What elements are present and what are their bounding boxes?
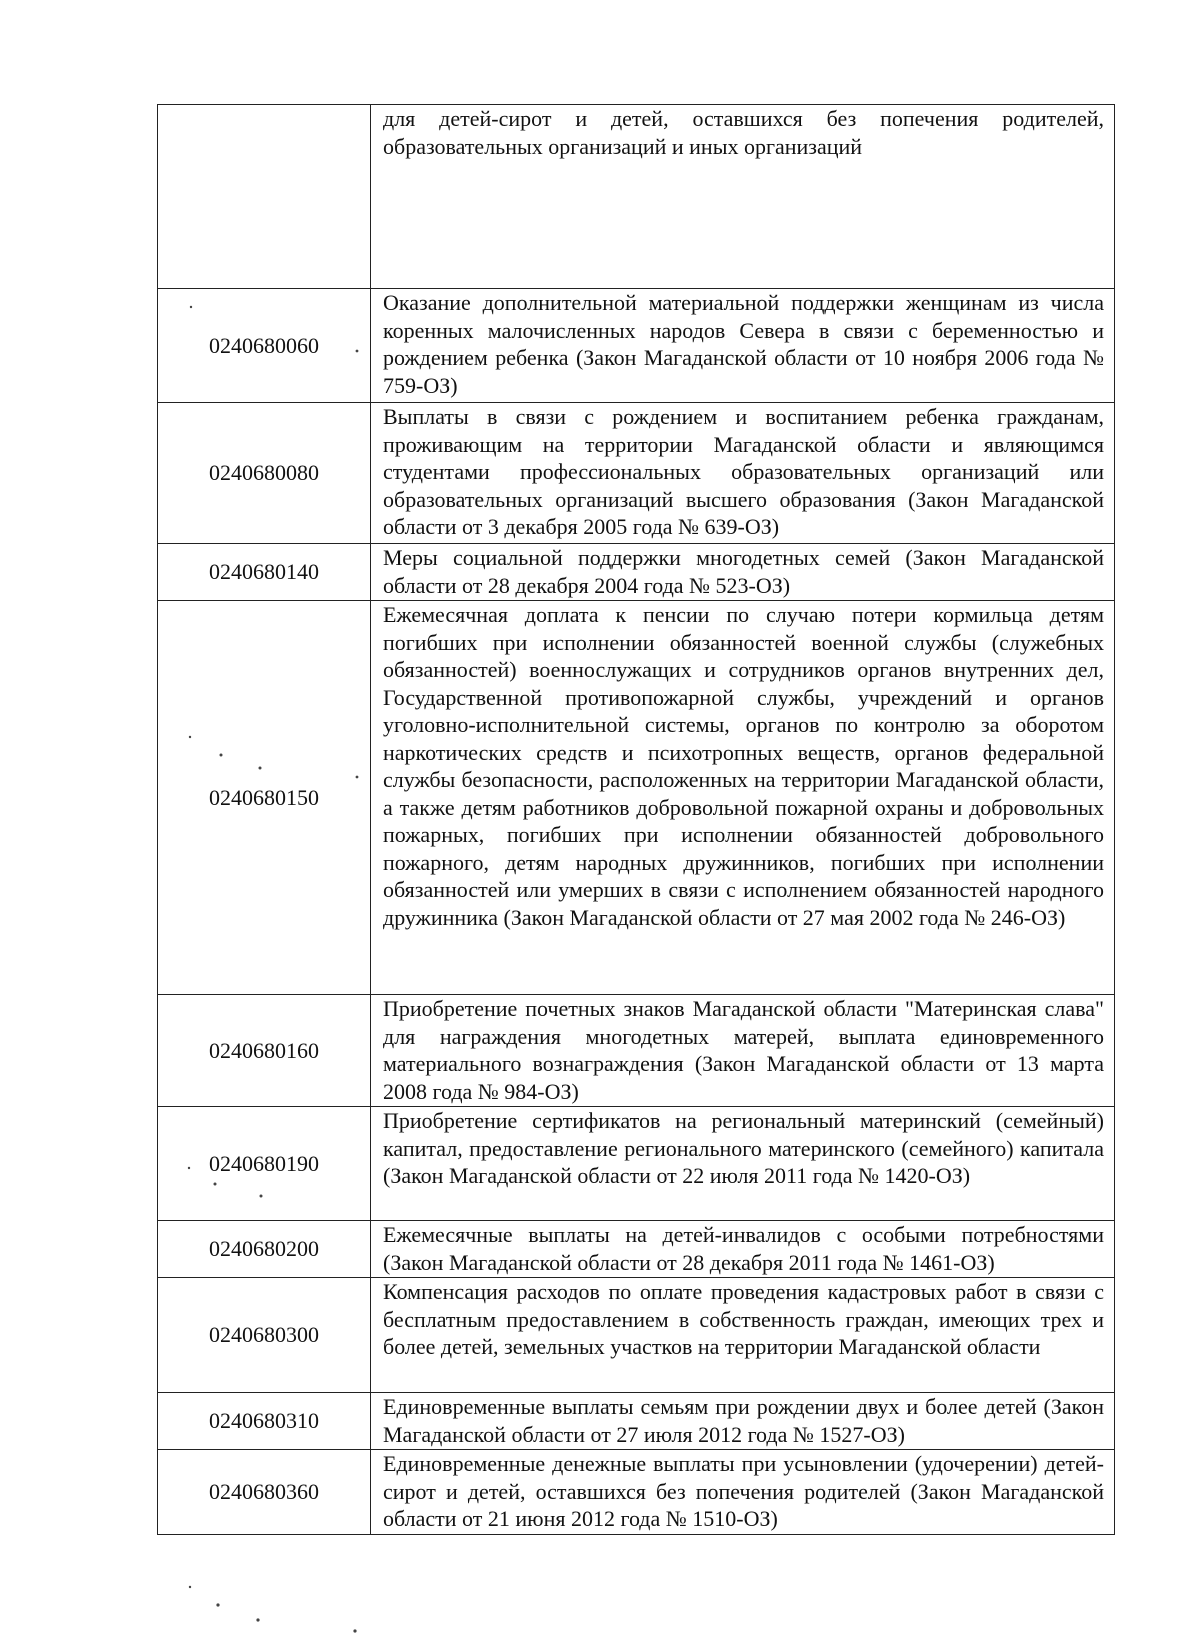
description-cell: Компенсация расходов по оплате проведения кадастровых работ в связи с бесплатным предоставлением в собственность граждан, имеющих трех и более детей, земельных участков на территории Магаданской области xyxy=(371,1278,1115,1393)
table-row xyxy=(158,289,1115,403)
table-row xyxy=(158,1107,1115,1221)
code-cell: 0240680150 xyxy=(158,601,371,995)
speck xyxy=(256,1618,259,1621)
table-row xyxy=(158,1221,1115,1278)
table-row xyxy=(158,1450,1115,1535)
code-cell: 0240680360 xyxy=(158,1450,371,1535)
table-row xyxy=(158,1278,1115,1393)
code-cell: 0240680190 xyxy=(158,1107,371,1221)
budget-code-table xyxy=(157,104,1115,1535)
code-cell: 0240680310 xyxy=(158,1393,371,1450)
code-cell: 0240680160 xyxy=(158,995,371,1107)
code-cell xyxy=(158,105,371,289)
description-cell: Ежемесячная доплата к пенсии по случаю потери кормильца детям погибших при исполнении обязанностей военной службы (служебных обязанностей) военнослужащих и сотрудников органов внутренних дел, Государственной противопожарной службы, учреждений и органов уголовно-исполнительной системы, органов по контролю за оборотом наркотических средств и психотропных веществ, органов федеральной службы безопасности, расположенных на территории Магаданской области, а также детям работников добровольной пожарной охраны и добровольных пожарных, погибших при исполнении обязанностей добровольного пожарного, детям народных дружинников, погибших при исполнении обязанностей или умерших в связи с исполнением обязанностей народного дружинника (Закон Магаданской области от 27 мая 2002 года № 246-ОЗ) xyxy=(371,601,1115,995)
speck xyxy=(216,1603,219,1606)
code-cell: 0240680200 xyxy=(158,1221,371,1278)
description-cell: Единовременные денежные выплаты при усыновлении (удочерении) детей-сирот и детей, оставшихся без попечения родителей (Закон Магаданской области от 21 июня 2012 года № 1510-ОЗ) xyxy=(371,1450,1115,1535)
description-cell: Ежемесячные выплаты на детей-инвалидов с особыми потребностями (Закон Магаданской области от 28 декабря 2011 года № 1461-ОЗ) xyxy=(371,1221,1115,1278)
description-cell: Меры социальной поддержки многодетных семей (Закон Магаданской области от 28 декабря 2004 года № 523-ОЗ) xyxy=(371,544,1115,601)
description-cell: Приобретение почетных знаков Магаданской области "Материнская слава" для награждения многодетных матерей, выплата единовременного материального вознаграждения (Закон Магаданской области от 13 марта 2008 года № 984-ОЗ) xyxy=(371,995,1115,1107)
table-row xyxy=(158,544,1115,601)
speck xyxy=(189,1586,191,1588)
speck xyxy=(353,1629,356,1632)
description-cell: Выплаты в связи с рождением и воспитанием ребенка гражданам, проживающим на территории Магаданской области и являющимся студентами профессиональных образовательных организаций или образовательных организаций высшего образования (Закон Магаданской области от 3 декабря 2005 года № 639-ОЗ) xyxy=(371,403,1115,544)
description-cell: для детей-сирот и детей, оставшихся без попечения родителей, образовательных организаций и иных организаций xyxy=(371,105,1115,289)
code-cell: 0240680300 xyxy=(158,1278,371,1393)
table-row xyxy=(158,601,1115,995)
description-cell: Оказание дополнительной материальной поддержки женщинам из числа коренных малочисленных народов Севера в связи с беременностью и рождением ребенка (Закон Магаданской области от 10 ноября 2006 года № 759-ОЗ) xyxy=(371,289,1115,403)
table-row xyxy=(158,403,1115,544)
description-cell: Единовременные выплаты семьям при рождении двух и более детей (Закон Магаданской области от 27 июля 2012 года № 1527-ОЗ) xyxy=(371,1393,1115,1450)
description-cell: Приобретение сертификатов на региональный материнский (семейный) капитал, предоставление регионального материнского (семейного) капитала (Закон Магаданской области от 22 июля 2011 года № 1420-ОЗ) xyxy=(371,1107,1115,1221)
table-row xyxy=(158,995,1115,1107)
table-row xyxy=(158,1393,1115,1450)
code-cell: 0240680080 xyxy=(158,403,371,544)
table-row xyxy=(158,105,1115,289)
code-cell: 0240680140 xyxy=(158,544,371,601)
code-cell: 0240680060 xyxy=(158,289,371,403)
